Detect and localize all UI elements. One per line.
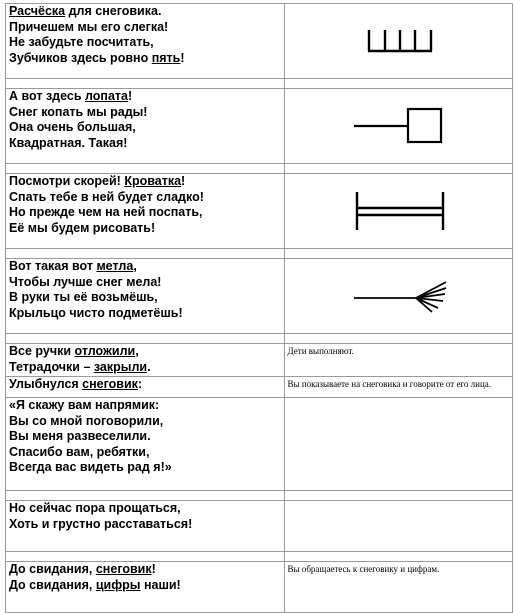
verse-text: Вот такая вот [9,259,97,273]
spacer-cell [284,249,512,259]
verse-text: Все ручки [9,344,75,358]
verse-cell [6,377,285,398]
spacer-row [6,79,513,89]
verse-text: Её мы будем рисовать! [9,220,156,235]
verse-text: Она очень большая, [9,120,136,135]
verse-text: ! [127,89,133,103]
poem-row [6,377,513,398]
spacer-cell [284,334,512,344]
verse-line [9,275,284,291]
verse-line [9,344,284,360]
verse-text: Хоть и грустно расставаться! [9,516,193,531]
verse-text: ! [181,174,186,188]
spacer-row [6,552,513,562]
side-cell [284,174,512,249]
teacher-note: Дети выполняют. [287,346,354,356]
side-cell [284,4,512,79]
verse-line [9,578,284,594]
verse-text: Всегда вас видеть рад я!» [9,460,172,475]
spacer-row [6,249,513,259]
verse-text: ! [151,562,156,576]
verse [9,89,284,151]
poem-table [5,3,513,613]
verse-line [9,174,284,190]
verse [9,562,284,593]
verse-text: Спасибо вам, ребятки, [9,444,150,459]
spacer-cell [6,164,285,174]
verse-line [9,105,284,121]
keyword: лопата [84,89,128,103]
verse [9,377,284,393]
verse-line [9,190,284,206]
verse-line [9,51,284,67]
spacer-cell [284,552,512,562]
verse [9,4,284,66]
spacer-cell [6,552,285,562]
verse-line [9,429,284,445]
verse-line [9,221,284,237]
spacer-cell [284,491,512,501]
poem-row [6,562,513,613]
verse-text: Крыльцо чисто подметёшь! [9,305,183,320]
spacer-cell [6,334,285,344]
verse-text: «Я скажу вам напрямик: [9,398,160,412]
verse-line [9,89,284,105]
verse-text: Но сейчас пора прощаться, [9,501,181,515]
verse-text: ! [180,50,185,65]
verse-text: Улыбнулся [9,377,83,391]
verse-text: : [137,377,143,391]
verse-text: До свидания, [9,577,96,592]
verse-cell [6,259,285,334]
verse-text: До свидания, [9,562,96,576]
teacher-note: Вы показываете на снеговика и говорите от его лица. [287,379,492,389]
poem-row [6,259,513,334]
keyword: цифры [95,577,141,592]
side-cell [284,259,512,334]
side-cell [284,562,512,613]
teacher-note: Вы обращаетесь к снеговику и цифрам. [287,564,440,574]
keyword: Кроватка [124,174,182,188]
poem-row [6,501,513,552]
side-cell [284,344,512,377]
bed-icon [288,174,512,248]
verse-text: для снеговика. [65,4,162,18]
poem-row [6,174,513,249]
verse-line [9,562,284,578]
poem-row [6,344,513,377]
verse-text: Спать тебе в ней будет сладко! [9,189,204,204]
verse-line [9,120,284,136]
verse-line [9,205,284,221]
verse [9,344,284,375]
spacer-row [6,491,513,501]
verse-line [9,20,284,36]
broom-icon [288,259,512,333]
verse-line [9,501,284,517]
verse-text: В руки ты её возьмёшь, [9,290,158,305]
spacer-row [6,164,513,174]
verse-cell [6,398,285,491]
verse-text: Снег копать мы рады! [9,104,148,119]
verse-line [9,460,284,476]
verse-cell [6,344,285,377]
keyword: закрыли [93,359,148,374]
verse [9,174,284,236]
verse-text: Чтобы лучше снег мела! [9,274,162,289]
side-cell [284,89,512,164]
verse-text: Вы меня развеселили. [9,429,151,444]
verse-text: А вот здесь [9,89,85,103]
verse-line [9,360,284,376]
verse-text: наши! [140,577,181,592]
verse-text: Посмотри скорей! [9,174,125,188]
verse [9,259,284,321]
verse-text: , [135,344,139,358]
verse-text: Причешем мы его слегка! [9,19,169,34]
verse-line [9,306,284,322]
verse-line [9,259,284,275]
verse-line [9,377,284,393]
keyword: пять [151,50,181,65]
verse-cell [6,174,285,249]
verse-cell [6,562,285,613]
spacer-cell [284,164,512,174]
spacer-cell [284,79,512,89]
comb-icon [288,4,512,78]
keyword: снеговик [95,562,152,576]
verse-cell [6,89,285,164]
verse-line [9,517,284,533]
verse-text: , [133,259,137,273]
spacer-cell [6,491,285,501]
verse-line [9,414,284,430]
keyword: Расчёска [9,4,66,18]
shovel-icon [288,89,512,163]
verse-line [9,4,284,20]
verse-text: Вы со мной поговорили, [9,413,164,428]
verse [9,501,284,532]
verse-line [9,290,284,306]
verse-text: Зубчиков здесь ровно [9,50,152,65]
verse-cell [6,501,285,552]
verse-text: Не забудьте посчитать, [9,35,154,50]
keyword: отложили [74,344,136,358]
side-cell [284,377,512,398]
verse-line [9,445,284,461]
verse-line [9,398,284,414]
poem-row [6,4,513,79]
verse-text: Квадратная. Такая! [9,135,128,150]
verse-cell [6,4,285,79]
spacer-row [6,334,513,344]
keyword: снеговик [82,377,138,391]
side-cell [284,398,512,491]
verse [9,398,284,476]
spacer-cell [6,79,285,89]
keyword: метла [96,259,134,273]
verse-line [9,136,284,152]
poem-row [6,89,513,164]
verse-line [9,35,284,51]
verse-text: Тетрадочки – [9,359,94,374]
poem-row [6,398,513,491]
verse-text: Но прежде чем на ней поспать, [9,205,203,220]
verse-text: . [147,359,151,374]
spacer-cell [6,249,285,259]
side-cell [284,501,512,552]
